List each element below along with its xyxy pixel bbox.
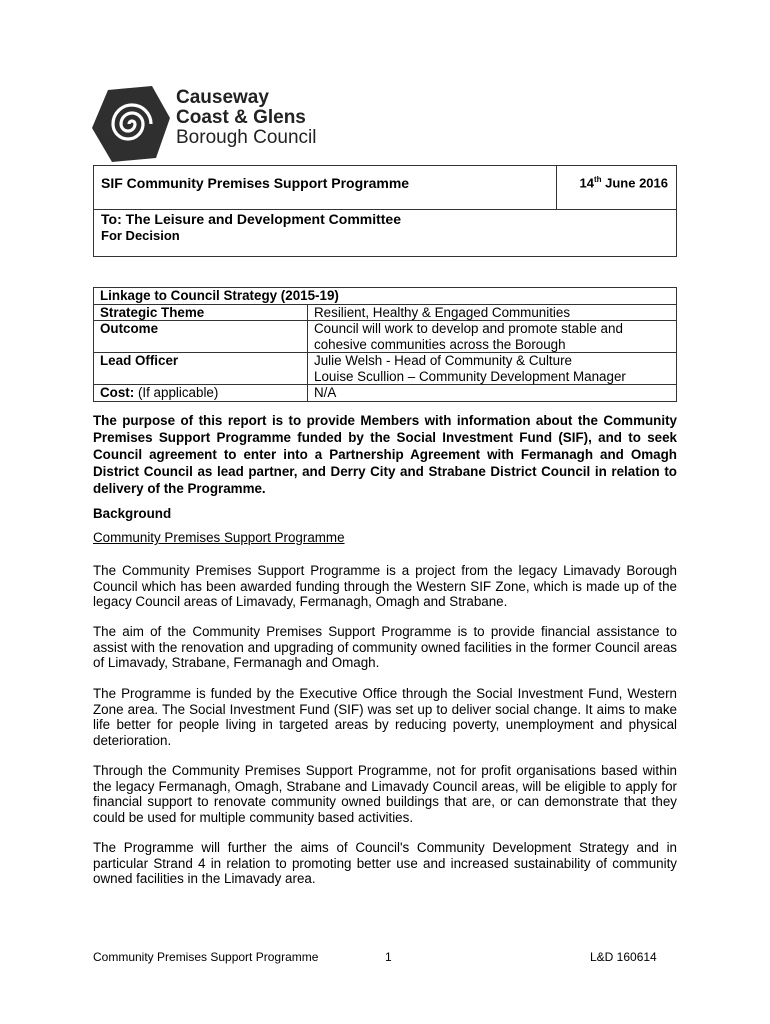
table-row: Cost: (If applicable) N/A [94, 385, 677, 402]
table-row: Strategic Theme Resilient, Healthy & Engaged Communities [94, 304, 677, 321]
paragraph: The Community Premises Support Programme is a project from the legacy Limavady Borough Council which has been awarded funding through the Western SIF Zone, which is made up of the legacy Council areas of Limavady, Fermanagh, Omagh and Strabane. [93, 563, 677, 609]
footer-title: Community Premises Support Programme [93, 950, 319, 964]
table-row: Lead Officer Julie Welsh - Head of Community & Culture Louise Scullion – Community Development Manager [94, 353, 677, 385]
background-heading: Background [93, 506, 172, 521]
paragraph: Through the Community Premises Support Programme, not for profit organisations based within the legacy Fermanagh, Omagh, Strabane and Limavady Council areas, will be eligible to apply for financial support to renovate community owned buildings that are, or can demonstrate that they could be used for multiple community based activities. [93, 763, 677, 825]
linkage-heading: Linkage to Council Strategy (2015-19) [94, 288, 677, 305]
purpose-statement: The purpose of this report is to provide Members with information about the Community Premises Support Programme funded by the Social Investment Fund (SIF), and to seek Council agreement to enter into a Partnership Agreement with Fermanagh and Omagh District Council as lead partner, and Derry City and Strabane District Council in relation to delivery of the Programme. [93, 413, 677, 496]
paragraph: The Programme is funded by the Executive Office through the Social Investment Fund, Western Zone area. The Social Investment Fund (SIF) was set up to deliver social change. It aims to make life better for people living in targeted areas by reducing poverty, unemployment and physical deterioration. [93, 686, 677, 748]
council-logo [90, 84, 340, 164]
footer-reference: L&D 160614 [590, 950, 657, 964]
logo-line-3: Borough Council [176, 127, 317, 148]
report-title: SIF Community Premises Support Programme [101, 175, 410, 191]
linkage-table [93, 287, 677, 402]
report-header-box [93, 165, 677, 257]
report-recipient: To: The Leisure and Development Committee [101, 211, 402, 227]
report-date: 14th June 2016 [579, 175, 668, 191]
logo-line-1: Causeway [176, 87, 269, 108]
spiral-logo-icon [90, 84, 170, 164]
paragraph: The aim of the Community Premises Support Programme is to provide financial assistance to assist with the renovation and upgrading of community owned facilities in the former Council areas of Limavady, Strabane, Fermanagh and Omagh. [93, 624, 677, 670]
table-row: Outcome Council will work to develop and promote stable and cohesive communities across the Borough [94, 321, 677, 353]
background-subheading: Community Premises Support Programme [93, 530, 345, 545]
logo-text [176, 88, 316, 148]
report-for-decision: For Decision [101, 228, 180, 243]
paragraph: The Programme will further the aims of Council's Community Development Strategy and in particular Strand 4 in relation to promoting better use and increased sustainability of community owned facilities in the Limavady area. [93, 840, 677, 886]
logo-line-2: Coast & Glens [176, 107, 306, 128]
page-number: 1 [385, 950, 392, 964]
